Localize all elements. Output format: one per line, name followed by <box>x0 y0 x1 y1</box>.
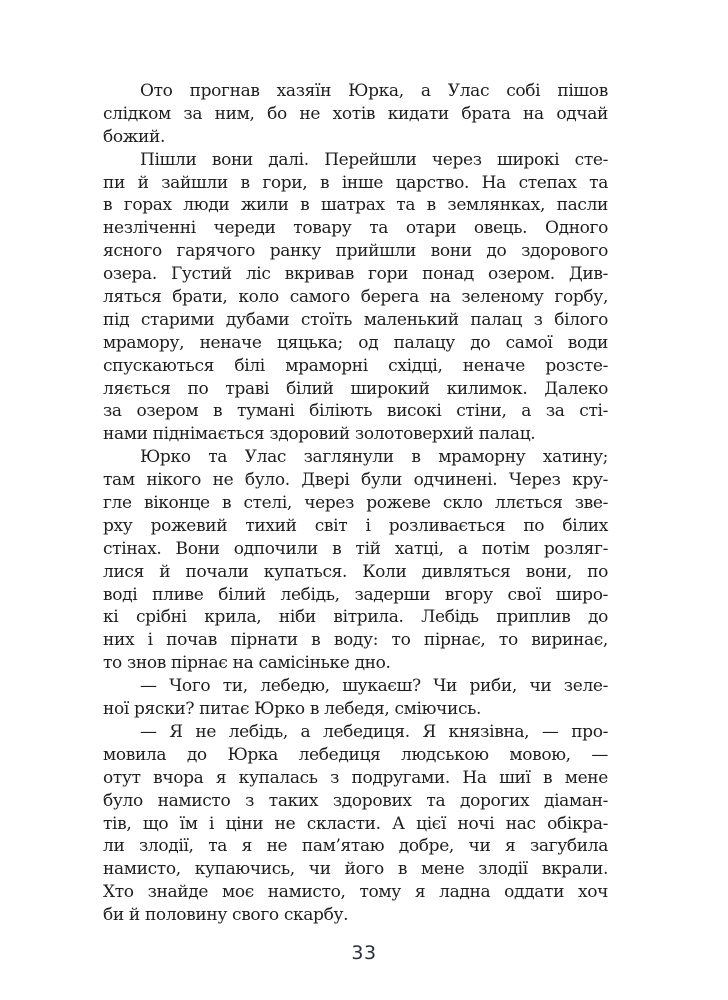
text-line: рху рожевий тихий світ і розливається по білих <box>103 515 608 536</box>
text-line: них і почав пірнати в воду: то пірнає, то виринає, <box>103 630 608 651</box>
text-line: незліченні череди товару та отари овець. Одного <box>103 218 608 239</box>
text-line: — Я не лебідь, а лебедиця. Я князівна, — про- <box>140 721 608 742</box>
body-text <box>103 80 608 927</box>
text-line: ясного гарячого ранку прийшли вони до здорового <box>103 241 608 262</box>
text-line: за озером в тумані біліють високі стіни, а за сті- <box>103 401 608 422</box>
dialogue-paragraph <box>103 675 608 721</box>
text-line: Хто знайде моє намисто, тому я ладна оддати хоч <box>103 882 608 903</box>
text-line: би й половину свого скарбу. <box>103 905 349 926</box>
paragraph <box>103 149 608 447</box>
text-line: там нікого не було. Двері були одчинені. Через кру- <box>103 470 608 491</box>
text-line: ної ряски? питає Юрко в лебедя, сміючись. <box>103 699 482 720</box>
text-line: — Чого ти, лебедю, шукаєш? Чи риби, чи зеле- <box>140 676 608 697</box>
text-line: то знов пірнає на самісіньке дно. <box>103 653 391 674</box>
paragraph <box>103 80 608 149</box>
text-line: тів, що їм і ціни не скласти. А цієї ночі нас обікра- <box>103 813 608 834</box>
text-line: пи й зайшли в гори, в інше царство. На степах та <box>103 172 608 193</box>
text-line: мовила до Юрка лебедиця людською мовою, — <box>103 744 608 765</box>
text-line: кі срібні крила, ніби вітрила. Лебідь приплив до <box>103 607 608 628</box>
text-line: Юрко та Улас заглянули в мраморну хатину; <box>140 447 608 468</box>
text-line: отут вчора я купалась з подругами. На шиї в мене <box>103 767 608 788</box>
text-line: слідком за ним, бо не хотів кидати брата на одчай <box>103 103 608 124</box>
text-line: нами піднімається здоровий золотоверхий палац. <box>103 424 536 445</box>
text-line: озера. Густий ліс вкривав гори понад озером. Див- <box>103 264 608 285</box>
text-line: під старими дубами стоїть маленький палац з білого <box>103 309 608 330</box>
text-line: воді пливе білий лебідь, задерши вгору свої широ- <box>103 584 608 605</box>
text-line: лися й почали купаться. Коли дивляться вони, по <box>103 561 608 582</box>
text-line: божий. <box>103 126 166 147</box>
text-line: ляться брати, коло самого берега на зеленому горбу, <box>103 287 608 308</box>
text-line: намисто, купаючись, чи його в мене злодії вкрали. <box>103 859 608 880</box>
dialogue-paragraph <box>103 721 608 927</box>
text-line: Ото прогнав хазяїн Юрка, а Улас собі пішов <box>140 81 608 101</box>
text-line: було намисто з таких здорових та дорогих діаман- <box>103 790 608 811</box>
text-line: в горах люди жили в шатрах та в землянках, пасли <box>103 195 608 216</box>
text-line: ли злодії, та я не пам’ятаю добре, чи я загубила <box>103 836 608 857</box>
text-line: спускаються білі мраморні східці, неначе розсте- <box>103 355 608 376</box>
text-line: гле віконце в стелі, через рожеве скло ллється зве- <box>103 493 608 514</box>
text-line: ляється по траві білий широкий килимок. Далеко <box>103 378 608 399</box>
text-line: мрамору, неначе цяцька; од палацу до самої води <box>103 332 608 353</box>
page-number: 33 <box>351 942 377 964</box>
text-line: стінах. Вони одпочили в тій хатці, а потім розляг- <box>103 538 608 559</box>
text-line: Пішли вони далі. Перейшли через широкі сте- <box>140 149 608 170</box>
paragraph <box>103 446 608 675</box>
